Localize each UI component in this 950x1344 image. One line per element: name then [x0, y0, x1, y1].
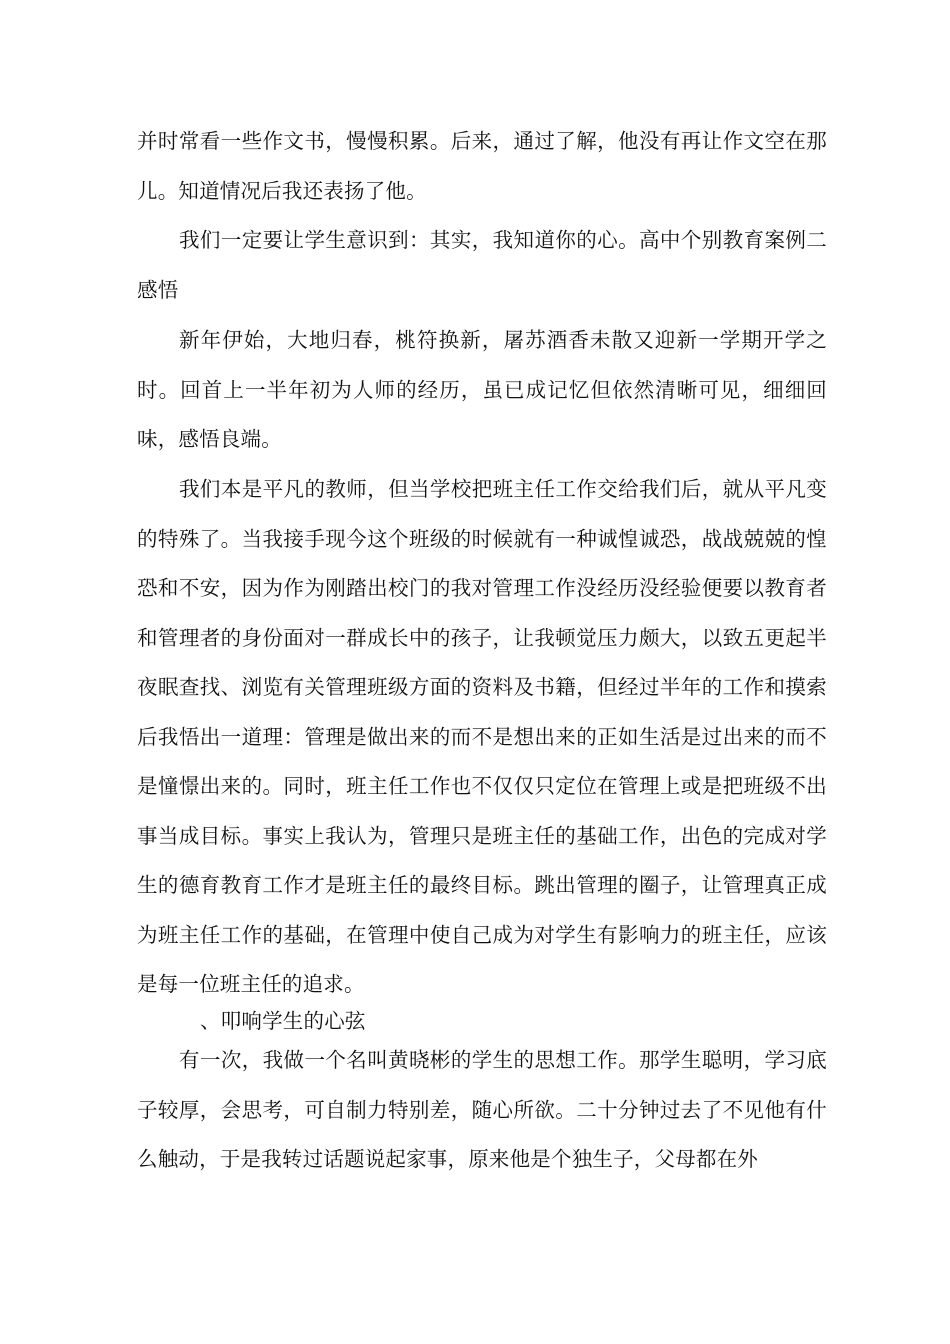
- paragraph-3: 新年伊始，大地归春，桃符换新，屠苏酒香未散又迎新一学期开学之时。回首上一半年初为人师的经历，虽已成记忆但依然清晰可见，细细回味，感悟良端。: [137, 328, 827, 451]
- paragraph-5: 有一次，我做一个名叫黄晓彬的学生的思想工作。那学生聪明，学习底子较厚，会思考，可自制力特别差，随心所欲。二十分钟过去了不见他有什么触动，于是我转过话题说起家事，原来他是个独生子，父母都在外: [137, 1048, 827, 1171]
- section-heading: 、叩响学生的心弦: [200, 1009, 366, 1033]
- paragraph-4: 我们本是平凡的教师，但当学校把班主任工作交给我们后，就从平凡变的特殊了。当我接手现今这个班级的时候就有一种诚惶诚恐，战战兢兢的惶恐和不安，因为作为刚踏出校门的我对管理工作没经历没经验便要以教育者和管理者的身份面对一群成长中的孩子，让我顿觉压力颇大，以致五更起半夜眠查找、浏览有关管理班级方面的资料及书籍，但经过半年的工作和摸索后我悟出一道理：管理是做出来的而不是想出来的正如生活是过出来的而不是憧憬出来的。同时，班主任工作也不仅仅只定位在管理上或是把班级不出事当成目标。事实上我认为，管理只是班主任的基础工作，出色的完成对学生的德育教育工作才是班主任的最终目标。跳出管理的圈子，让管理真正成为班主任工作的基础，在管理中使自己成为对学生有影响力的班主任，应该是每一位班主任的追求。: [137, 477, 827, 996]
- paragraph-2: 我们一定要让学生意识到：其实，我知道你的心。高中个别教育案例二感悟: [137, 228, 827, 302]
- paragraph-1: 并时常看一些作文书，慢慢积累。后来，通过了解，他没有再让作文空在那儿。知道情况后我还表扬了他。: [137, 129, 827, 203]
